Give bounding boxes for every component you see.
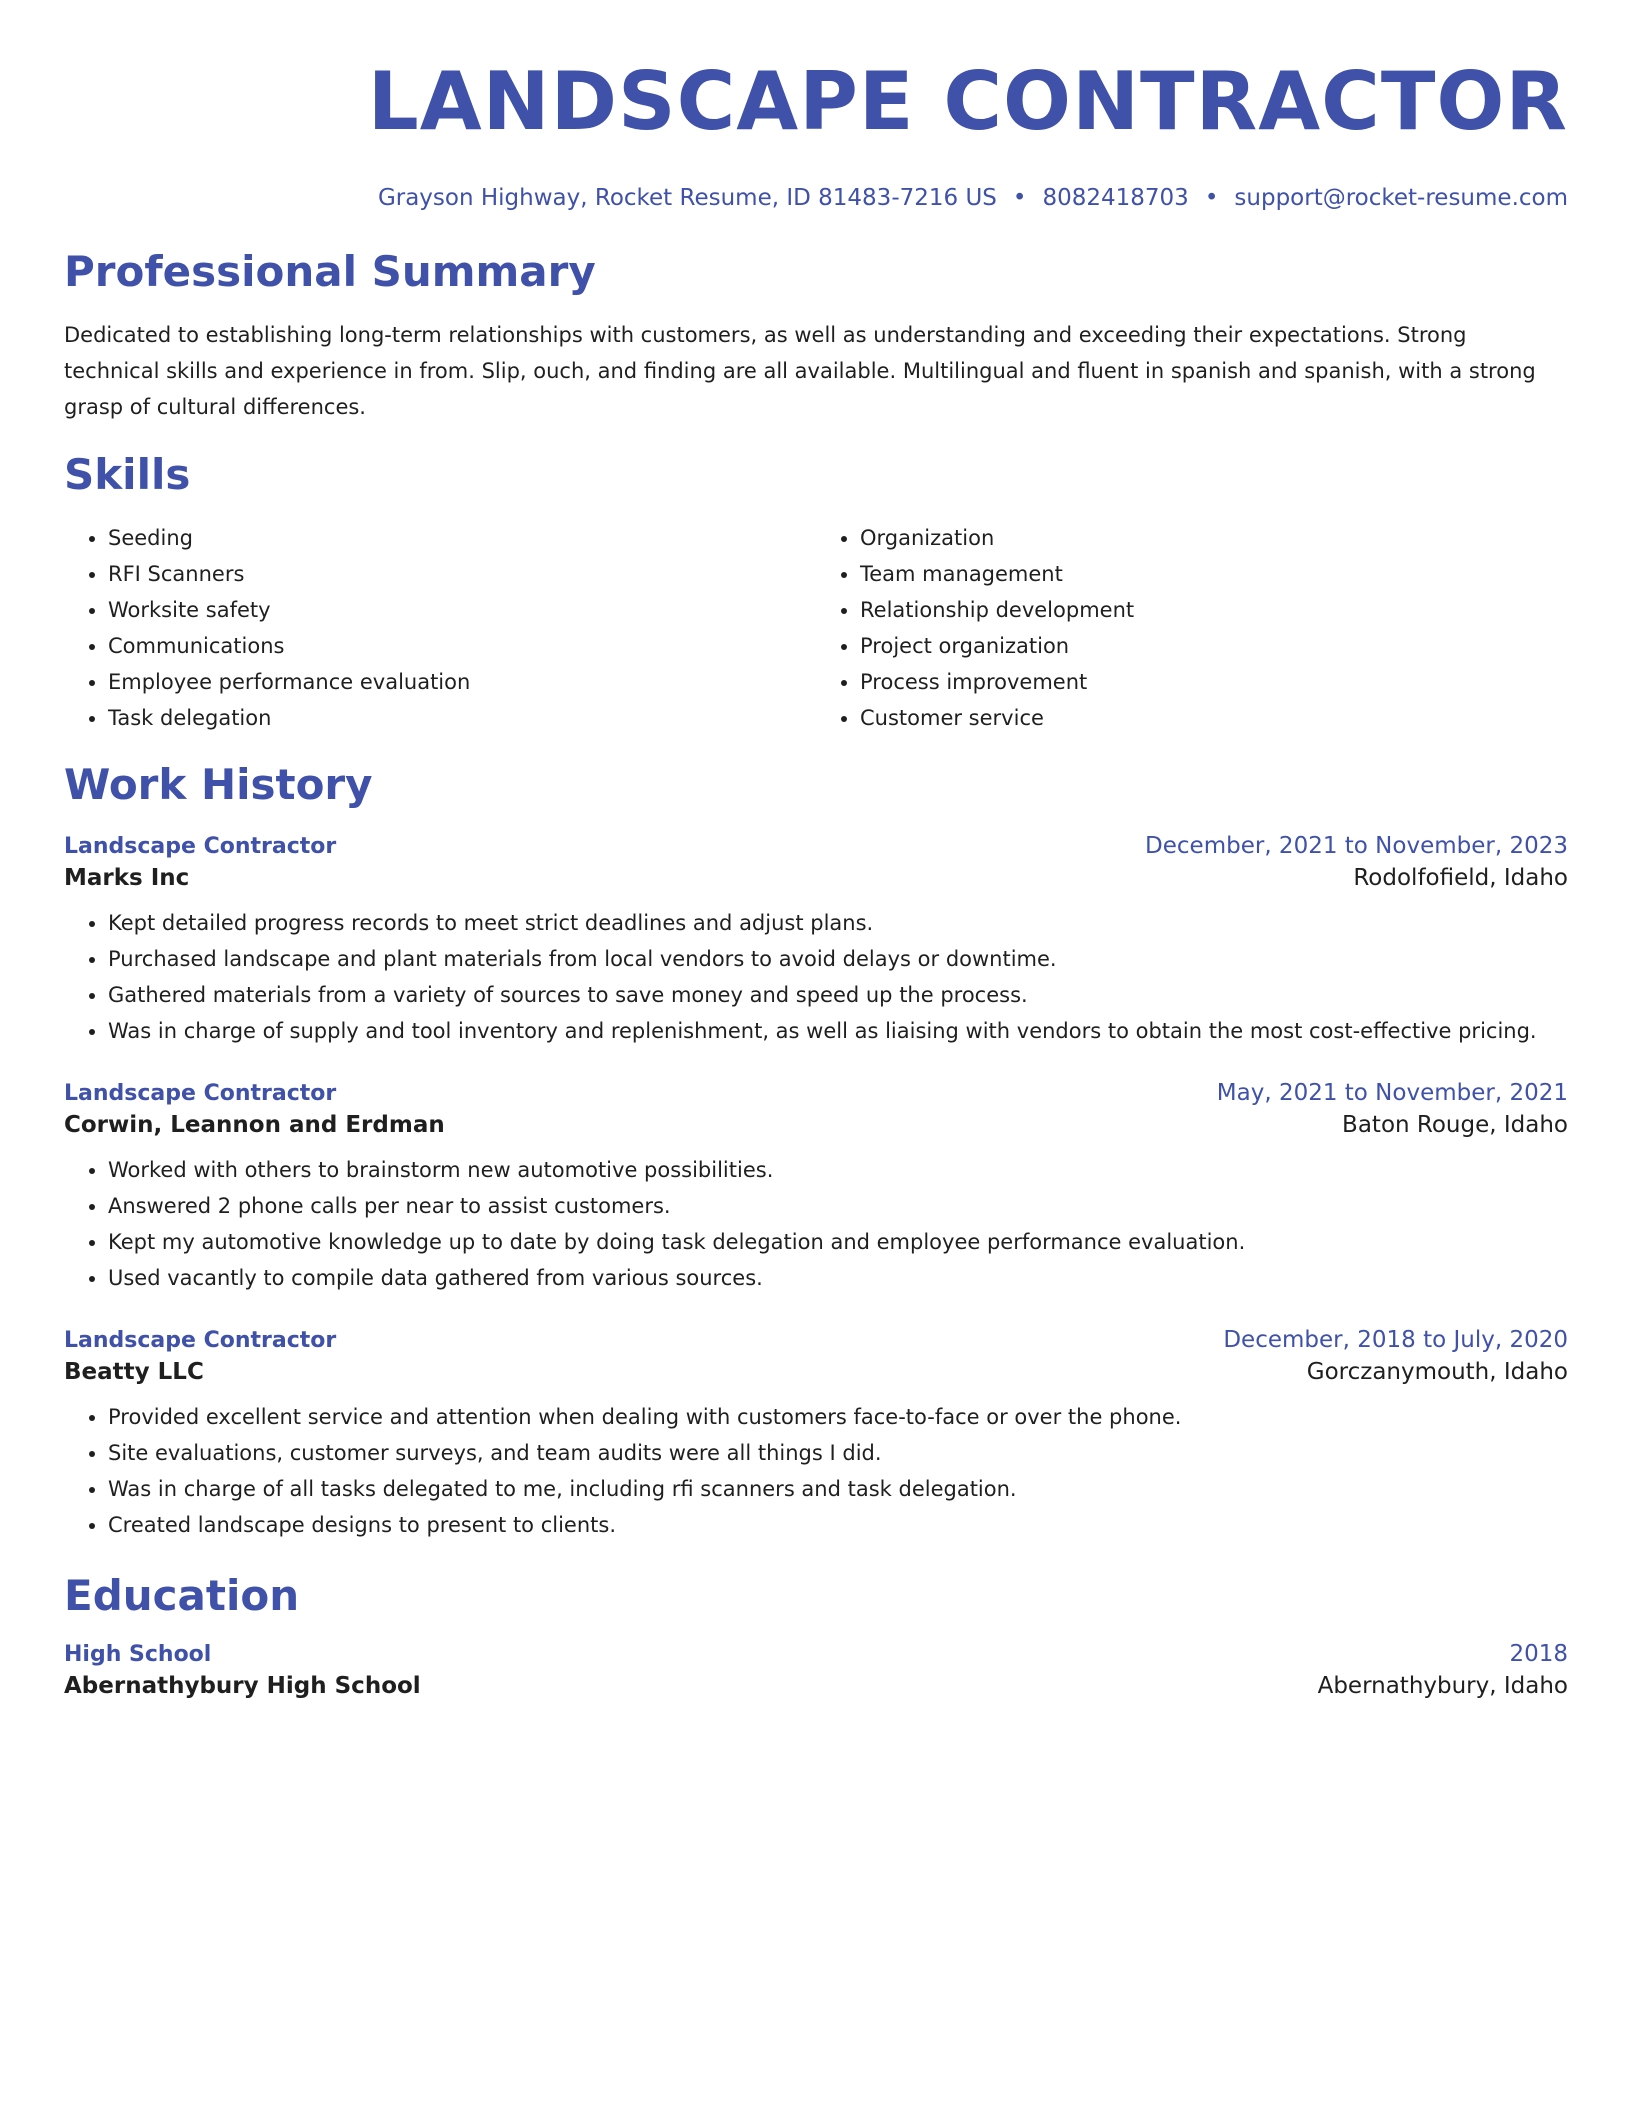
job-bullets xyxy=(64,1152,1568,1296)
skill-item: • RFI Scanners xyxy=(108,556,816,592)
skill-item: • Communications xyxy=(108,628,816,664)
job-bullets xyxy=(64,1399,1568,1543)
email: support@rocket-resume.com xyxy=(1234,185,1568,211)
job-title: Landscape Contractor xyxy=(64,1080,337,1106)
job-dates: December, 2018 to July, 2020 xyxy=(1223,1326,1568,1353)
skills-column-left xyxy=(64,520,816,736)
education-entry xyxy=(64,1641,1568,1699)
skill-item: • Organization xyxy=(860,520,1568,556)
job-title: Landscape Contractor xyxy=(64,1327,337,1353)
education-heading: Education xyxy=(64,1570,300,1620)
skill-item: • Task delegation xyxy=(108,700,816,736)
separator-dot: • xyxy=(1012,185,1027,211)
job-entry xyxy=(64,1080,1568,1296)
job-location: Baton Rouge, Idaho xyxy=(1342,1111,1568,1138)
job-entry xyxy=(64,1327,1568,1543)
job-entry xyxy=(64,833,1568,1049)
graduation-year: 2018 xyxy=(1509,1640,1568,1667)
skill-item: • Employee performance evaluation xyxy=(108,664,816,700)
job-bullet: • Provided excellent service and attention when dealing with customers face-to-face or over the phone. xyxy=(108,1399,1568,1435)
job-bullet: • Was in charge of supply and tool inventory and replenishment, as well as liaising with vendors to obtain the most cost-effective pricing. xyxy=(108,1013,1568,1049)
job-bullet: • Created landscape designs to present to clients. xyxy=(108,1507,1568,1543)
skills-list xyxy=(64,520,1568,736)
work-history-heading: Work History xyxy=(64,760,373,810)
job-bullet: • Kept detailed progress records to meet strict deadlines and adjust plans. xyxy=(108,905,1568,941)
job-dates: May, 2021 to November, 2021 xyxy=(1216,1079,1568,1106)
job-bullet: • Was in charge of all tasks delegated to me, including rfi scanners and task delegation. xyxy=(108,1471,1568,1507)
resume-name: LANDSCAPE CONTRACTOR xyxy=(367,55,1568,148)
job-bullet: • Worked with others to brainstorm new automotive possibilities. xyxy=(108,1152,1568,1188)
company-name: Corwin, Leannon and Erdman xyxy=(64,1111,445,1138)
job-bullet: • Gathered materials from a variety of sources to save money and speed up the process. xyxy=(108,977,1568,1013)
address: Grayson Highway, Rocket Resume, ID 81483-7216 US xyxy=(377,185,997,211)
skill-item: • Team management xyxy=(860,556,1568,592)
skill-item: • Worksite safety xyxy=(108,592,816,628)
skills-column-right xyxy=(816,520,1568,736)
job-bullet: • Purchased landscape and plant materials from local vendors to avoid delays or downtime. xyxy=(108,941,1568,977)
job-title: Landscape Contractor xyxy=(64,833,337,859)
job-location: Rodolfofield, Idaho xyxy=(1353,864,1568,891)
skill-item: • Process improvement xyxy=(860,664,1568,700)
job-bullet: • Answered 2 phone calls per near to assist customers. xyxy=(108,1188,1568,1224)
company-name: Marks Inc xyxy=(64,864,190,891)
job-bullets xyxy=(64,905,1568,1049)
school-location: Abernathybury, Idaho xyxy=(1317,1672,1568,1699)
summary-heading: Professional Summary xyxy=(64,247,596,296)
phone: 8082418703 xyxy=(1042,185,1189,211)
skill-item: • Relationship development xyxy=(860,592,1568,628)
job-bullet: • Kept my automotive knowledge up to date by doing task delegation and employee performance evaluation. xyxy=(108,1224,1568,1260)
job-bullet: • Site evaluations, customer surveys, and team audits were all things I did. xyxy=(108,1435,1568,1471)
skill-item: • Project organization xyxy=(860,628,1568,664)
job-location: Gorczanymouth, Idaho xyxy=(1306,1358,1568,1385)
separator-dot: • xyxy=(1204,185,1219,211)
company-name: Beatty LLC xyxy=(64,1358,204,1385)
skills-heading: Skills xyxy=(64,450,191,500)
summary-text: Dedicated to establishing long-term relationships with customers, as well as understanding and exceeding their expectations. Strong technical skills and experience in from. Slip, ouch, and finding are all available. Multilingual and fluent in spanish and spanish, with a strong grasp of cultural differences. xyxy=(64,323,1536,420)
school-name: Abernathybury High School xyxy=(64,1672,421,1699)
degree: High School xyxy=(64,1641,212,1667)
job-dates: December, 2021 to November, 2023 xyxy=(1145,832,1568,859)
skill-item: • Seeding xyxy=(108,520,816,556)
job-bullet: • Used vacantly to compile data gathered from various sources. xyxy=(108,1260,1568,1296)
skill-item: • Customer service xyxy=(860,700,1568,736)
contact-line xyxy=(64,185,1568,211)
